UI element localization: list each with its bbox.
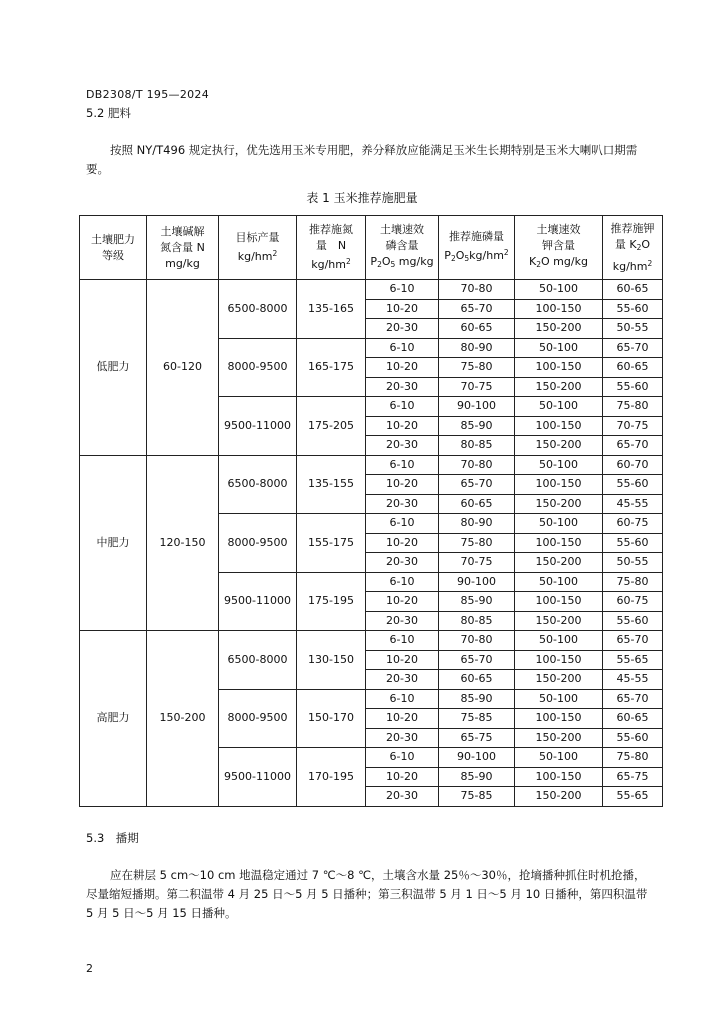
avail-p-cell: 20-30	[366, 670, 439, 690]
avail-k-cell: 100-150	[515, 533, 603, 553]
rec-k-cell: 50-55	[603, 553, 663, 573]
rec-n-cell: 135-165	[297, 280, 366, 339]
fertility-level-cell: 低肥力	[80, 280, 147, 456]
rec-k-cell: 60-65	[603, 358, 663, 378]
fertility-level-cell: 高肥力	[80, 631, 147, 807]
avail-k-cell: 100-150	[515, 299, 603, 319]
avail-k-cell: 150-200	[515, 670, 603, 690]
rec-k-cell: 55-65	[603, 650, 663, 670]
avail-p-cell: 6-10	[366, 397, 439, 417]
header-recommended-n: 推荐施氮 量 N $kg/hm^2$	[297, 216, 366, 280]
table-header-row	[80, 216, 663, 280]
rec-k-cell: 60-75	[603, 592, 663, 612]
rec-p-cell: 70-80	[439, 280, 515, 300]
rec-p-cell: 60-65	[439, 319, 515, 339]
avail-p-cell: 6-10	[366, 338, 439, 358]
avail-p-cell: 10-20	[366, 650, 439, 670]
section-5-2-paragraph: 按照 NY/T496 规定执行，优先选用玉米专用肥，养分释放应能满足玉米生长期特别是玉米大喇叭口期需要。	[86, 143, 638, 176]
target-yield-cell: 8000-9500	[219, 514, 297, 573]
rec-p-cell: 65-70	[439, 299, 515, 319]
avail-p-cell: 20-30	[366, 377, 439, 397]
avail-p-cell: 20-30	[366, 553, 439, 573]
rec-k-cell: 55-60	[603, 728, 663, 748]
rec-p-cell: 65-70	[439, 475, 515, 495]
rec-p-cell: 70-75	[439, 377, 515, 397]
avail-k-cell: 50-100	[515, 748, 603, 768]
avail-p-cell: 6-10	[366, 631, 439, 651]
target-yield-cell: 6500-8000	[219, 280, 297, 339]
rec-p-cell: 80-85	[439, 436, 515, 456]
rec-p-cell: 85-90	[439, 767, 515, 787]
rec-k-cell: 70-75	[603, 416, 663, 436]
avail-p-cell: 10-20	[366, 709, 439, 729]
rec-k-cell: 55-60	[603, 299, 663, 319]
avail-k-cell: 150-200	[515, 611, 603, 631]
avail-k-cell: 50-100	[515, 455, 603, 475]
rec-p-cell: 85-90	[439, 689, 515, 709]
header-fertility: 土壤肥力 等级	[80, 216, 147, 280]
target-yield-cell: 9500-11000	[219, 397, 297, 456]
header-target-yield: 目标产量 $kg/hm^2$	[219, 216, 297, 280]
header-recommended-k: 推荐施钾 量 $K_2O$ $kg/hm^2$	[603, 216, 663, 280]
section-5-2-title: 5.2 肥料	[86, 106, 131, 120]
header-recommended-p: 推荐施磷量 $P_2O_5kg/hm^2$	[439, 216, 515, 280]
avail-k-cell: 100-150	[515, 592, 603, 612]
page-number: 2	[86, 962, 93, 975]
avail-p-cell: 6-10	[366, 455, 439, 475]
rec-k-cell: 55-65	[603, 787, 663, 807]
avail-k-cell: 50-100	[515, 572, 603, 592]
avail-p-cell: 20-30	[366, 494, 439, 514]
rec-p-cell: 90-100	[439, 748, 515, 768]
rec-p-cell: 90-100	[439, 397, 515, 417]
rec-k-cell: 65-70	[603, 631, 663, 651]
avail-k-cell: 100-150	[515, 650, 603, 670]
avail-k-cell: 150-200	[515, 787, 603, 807]
rec-p-cell: 80-85	[439, 611, 515, 631]
avail-k-cell: 50-100	[515, 689, 603, 709]
rec-k-cell: 75-80	[603, 572, 663, 592]
rec-k-cell: 60-70	[603, 455, 663, 475]
alkali-n-cell: 60-120	[147, 280, 219, 456]
rec-k-cell: 65-70	[603, 436, 663, 456]
fertilizer-table	[79, 215, 663, 807]
rec-p-cell: 85-90	[439, 592, 515, 612]
section-5-3-paragraph: 应在耕层 5 cm～10 cm 地温稳定通过 7 ℃～8 ℃，土壤含水量 25％～30％，抢墒播种抓住时机抢播，尽量缩短播期。第二积温带 4 月 25 日～5 月 5 日播种；第三积温带 5 月 1 日～5 月 10 日播种，第四积温带 5 月 5 日～5 月 15 日播种。	[86, 868, 648, 920]
alkali-n-cell: 120-150	[147, 455, 219, 631]
avail-k-cell: 150-200	[515, 377, 603, 397]
rec-p-cell: 75-80	[439, 533, 515, 553]
rec-p-cell: 65-75	[439, 728, 515, 748]
avail-p-cell: 6-10	[366, 280, 439, 300]
rec-p-cell: 60-65	[439, 670, 515, 690]
header-alkali-n: 土壤碱解 氮含量 N mg/kg	[147, 216, 219, 280]
rec-p-cell: 75-85	[439, 709, 515, 729]
rec-p-cell: 70-80	[439, 631, 515, 651]
avail-p-cell: 10-20	[366, 416, 439, 436]
rec-n-cell: 175-195	[297, 572, 366, 631]
target-yield-cell: 9500-11000	[219, 748, 297, 807]
avail-p-cell: 10-20	[366, 475, 439, 495]
rec-k-cell: 45-55	[603, 670, 663, 690]
rec-n-cell: 150-170	[297, 689, 366, 748]
table-caption: 表 1 玉米推荐施肥量	[306, 191, 418, 205]
avail-k-cell: 50-100	[515, 280, 603, 300]
target-yield-cell: 8000-9500	[219, 689, 297, 748]
rec-k-cell: 55-60	[603, 611, 663, 631]
fertility-level-cell: 中肥力	[80, 455, 147, 631]
avail-p-cell: 20-30	[366, 611, 439, 631]
avail-k-cell: 150-200	[515, 319, 603, 339]
avail-k-cell: 50-100	[515, 514, 603, 534]
section-5-3-title: 5.3 播期	[86, 831, 139, 845]
rec-n-cell: 130-150	[297, 631, 366, 690]
rec-k-cell: 65-70	[603, 689, 663, 709]
avail-k-cell: 100-150	[515, 709, 603, 729]
rec-k-cell: 45-55	[603, 494, 663, 514]
avail-k-cell: 100-150	[515, 358, 603, 378]
avail-k-cell: 150-200	[515, 436, 603, 456]
target-yield-cell: 6500-8000	[219, 455, 297, 514]
avail-p-cell: 10-20	[366, 592, 439, 612]
avail-k-cell: 150-200	[515, 553, 603, 573]
table-body	[80, 280, 663, 807]
rec-p-cell: 65-70	[439, 650, 515, 670]
avail-p-cell: 6-10	[366, 689, 439, 709]
avail-k-cell: 50-100	[515, 631, 603, 651]
rec-n-cell: 155-175	[297, 514, 366, 573]
rec-k-cell: 60-65	[603, 280, 663, 300]
rec-p-cell: 70-80	[439, 455, 515, 475]
rec-k-cell: 55-60	[603, 475, 663, 495]
rec-n-cell: 135-155	[297, 455, 366, 514]
header-available-p: 土壤速效 磷含量 $P_2O_5$ mg/kg	[366, 216, 439, 280]
rec-p-cell: 75-85	[439, 787, 515, 807]
rec-p-cell: 80-90	[439, 338, 515, 358]
rec-n-cell: 175-205	[297, 397, 366, 456]
target-yield-cell: 8000-9500	[219, 338, 297, 397]
rec-p-cell: 90-100	[439, 572, 515, 592]
avail-k-cell: 100-150	[515, 767, 603, 787]
rec-k-cell: 55-60	[603, 377, 663, 397]
rec-k-cell: 60-75	[603, 514, 663, 534]
avail-p-cell: 20-30	[366, 436, 439, 456]
avail-p-cell: 20-30	[366, 787, 439, 807]
header-available-k: 土壤速效 钾含量 $K_2O$ mg/kg	[515, 216, 603, 280]
avail-p-cell: 10-20	[366, 299, 439, 319]
rec-k-cell: 50-55	[603, 319, 663, 339]
avail-p-cell: 6-10	[366, 514, 439, 534]
avail-p-cell: 10-20	[366, 358, 439, 378]
target-yield-cell: 6500-8000	[219, 631, 297, 690]
table-row	[80, 280, 663, 300]
avail-k-cell: 50-100	[515, 338, 603, 358]
rec-k-cell: 60-65	[603, 709, 663, 729]
avail-k-cell: 50-100	[515, 397, 603, 417]
rec-k-cell: 65-75	[603, 767, 663, 787]
rec-k-cell: 75-80	[603, 748, 663, 768]
avail-p-cell: 20-30	[366, 728, 439, 748]
avail-k-cell: 150-200	[515, 728, 603, 748]
rec-p-cell: 80-90	[439, 514, 515, 534]
table-row	[80, 455, 663, 475]
rec-p-cell: 75-80	[439, 358, 515, 378]
rec-k-cell: 65-70	[603, 338, 663, 358]
rec-p-cell: 85-90	[439, 416, 515, 436]
avail-p-cell: 20-30	[366, 319, 439, 339]
avail-p-cell: 6-10	[366, 572, 439, 592]
avail-p-cell: 10-20	[366, 767, 439, 787]
rec-n-cell: 165-175	[297, 338, 366, 397]
avail-p-cell: 6-10	[366, 748, 439, 768]
alkali-n-cell: 150-200	[147, 631, 219, 807]
table-row	[80, 631, 663, 651]
rec-p-cell: 60-65	[439, 494, 515, 514]
avail-k-cell: 100-150	[515, 416, 603, 436]
rec-n-cell: 170-195	[297, 748, 366, 807]
document-code: DB2308/T 195—2024	[86, 88, 210, 101]
rec-k-cell: 55-60	[603, 533, 663, 553]
target-yield-cell: 9500-11000	[219, 572, 297, 631]
avail-k-cell: 100-150	[515, 475, 603, 495]
rec-k-cell: 75-80	[603, 397, 663, 417]
avail-k-cell: 150-200	[515, 494, 603, 514]
rec-p-cell: 70-75	[439, 553, 515, 573]
avail-p-cell: 10-20	[366, 533, 439, 553]
